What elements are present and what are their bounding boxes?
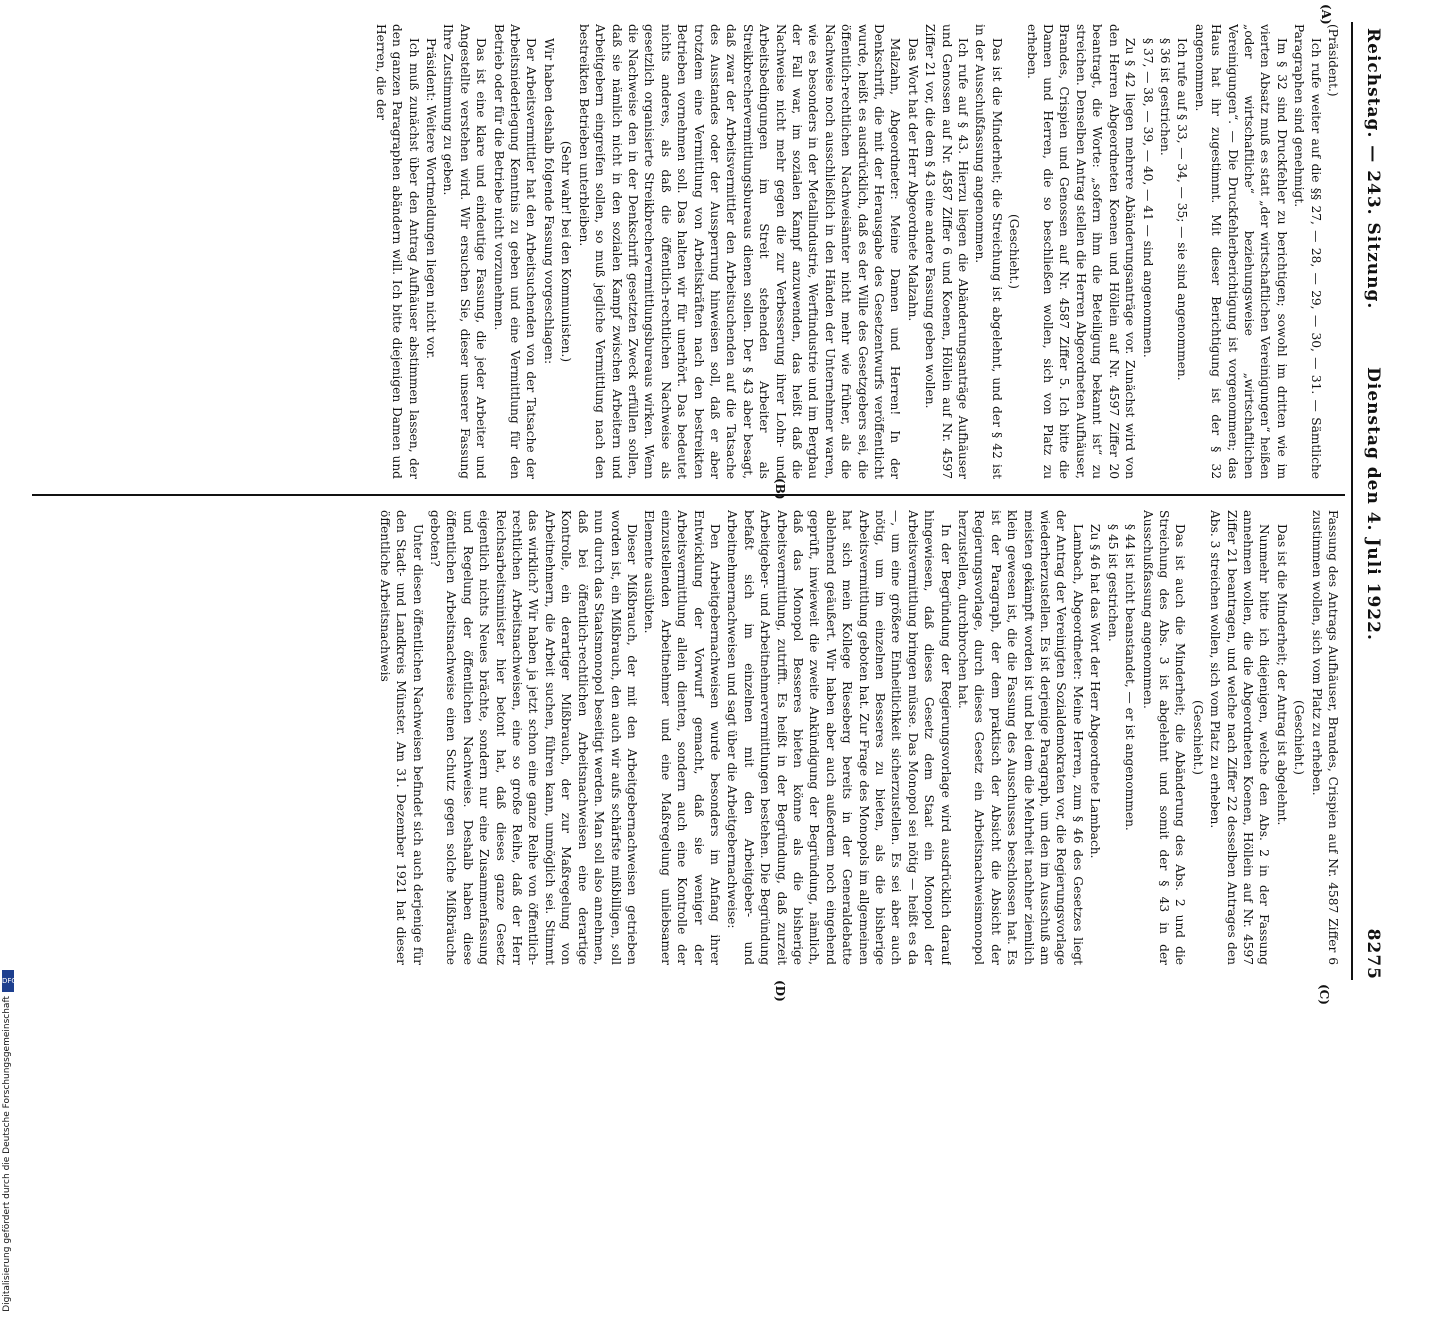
paragraph: Der Arbeitsvermittler hat den Arbeitsuchenden von der Tatsache der Arbeitsniederlegung Kenntnis zu geben und eine Vermittlung für den Betrieb oder für die Betriebe nicht vorzunehmen. <box>491 24 539 479</box>
page-number: 8275 <box>1363 928 1383 980</box>
paragraph: Ich rufe weiter auf die §§ 27, — 28, — 29, — 30, — 31. — Sämtliche Paragraphen sind genehmigt. <box>1292 24 1323 479</box>
margin-mark-d: (D) <box>773 980 787 1002</box>
paragraph: Fassung des Antrags Aufhäuser, Brandes, Crispien auf Nr. 4587 Ziffer 6 zustimmen wollen, sich vom Platz zu erheben. <box>1309 510 1340 965</box>
paragraph: § 44 ist nicht beanstandet, — er ist angenommen. <box>1123 524 1138 831</box>
margin-mark-a: (A) <box>1319 4 1333 25</box>
paragraph: Im § 32 sind Druckfehler zu berichtigen; sowohl im dritten wie im vierten Absatz muß es statt „der wirtschaftlichen Vereinigungen“ heißen „oder wirtschaftliche“ beziehungsweise „wirtschaftlichen Vereinigungen“. — Die Druckfehlerberichtigung ist vorgenommen; das Haus hat ihr zugestimmt. Mit dieser Berichtigung ist der § 32 angenommen. <box>1192 24 1289 479</box>
paragraph: Das ist eine klare und eindeutige Fassung, die jeder Arbeiter und Angestellte verstehen wird. Wir ersuchen Sie, dieser unserer Fassung Ihre Zustimmung zu geben. <box>441 24 489 479</box>
page-header <box>1355 28 1385 980</box>
paragraph: Wir haben deshalb folgende Fassung vorgeschlagen: <box>541 38 556 365</box>
paragraph: (Sehr wahr! bei den Kommunisten.) <box>559 140 574 363</box>
left-text-column <box>28 24 1341 479</box>
header-date: Dienstag den 4. Juli 1922. <box>1363 367 1383 641</box>
paragraph: Ich rufe auf § 43. Hierzu liegen die Abänderungsanträge Aufhäuser und Genossen auf Nr. 4587 Ziffer 6 und Koenen, Höllein auf Nr. 4597 Ziffer 21 vor, die dem § 43 eine andere Fassung geben wollen. <box>923 24 971 479</box>
paragraph: (Geschieht.) <box>1292 699 1307 776</box>
paragraph: Ich muß zunächst über den Antrag Aufhäuser abstimmen lassen, der den ganzen Paragraphen abändern will. Ich bitte diejenigen Damen und Herren, die der <box>373 24 421 479</box>
paragraph: Zu § 42 liegen mehrere Abänderungsanträge vor. Zunächst wird von den Herren Abgeordneten Koenen und Höllein auf Nr. 4597 Ziffer 20 beantragt, die Worte: „sofern ihm die Beteiligung bekannt ist“ zu streichen. Denselben Antrag stellen die Herren Abgeordneten Aufhäuser, Brandes, Crispien und Genossen auf Nr. 4587 Ziffer 5. Ich bitte die Damen und Herren, die so beschließen wollen, sich von Platz zu erheben. <box>1024 24 1138 479</box>
paragraph: § 45 ist gestrichen. <box>1105 524 1120 642</box>
paragraph: Zu § 46 hat das Wort der Herr Abgeordnete Lambach. <box>1088 524 1103 859</box>
sidebar-credit <box>2 996 14 1336</box>
margin-mark-c: (C) <box>1317 984 1331 1005</box>
paragraph: Malzahn, Abgeordneter: Meine Damen und Herren! In der Denkschrift, die mit der Herausgabe des Gesetzentwurfs veröffentlicht wurde, heißt es ausdrücklich, daß es der Wille des Gesetzgebers sei, die öffentlich-rechtlichen Nachweisämter nicht mehr wie früher, als die Nachweise noch ausschließlich in den Händen der Unternehmer waren, wie es besonders in der Metallindustrie, Werftindustrie und im Bergbau der Fall war, im sozialen Kampf anzuwenden, das heißt daß die Nachweise nicht mehr gegen die zur Verbesserung ihrer Lohn- und Arbeitsbedingungen im Streit stehenden Arbeiter als Streikbrechervermittlungsbureaus dienen sollen. Der § 43 aber besagt, daß zwar der Arbeitsvermittler den Arbeitsuchenden auf die Tatsache des Ausstandes oder der Aussperrung hinweisen soll, daß er aber trotzdem eine Vermittlung von Arbeitskräften nach den bestreikten Betrieben vornehmen soll. Das halten wir für unerhört. Das bedeutet nichts anderes, als daß die öffentlich-rechtlichen Nachweise als gesetzlich organisierte Streikbrechervermittlungsbureaus wirken. Wenn die Nachweise den in der Denkschrift gesetzten Zweck erfüllen sollen, daß sie nämlich nicht in den sozialen Kampf zwischen Arbeitern und Arbeitgebern eingreifen sollen, so muß jegliche Vermittlung nach den bestreikten Betrieben unterbleiben. <box>576 24 903 479</box>
column-divider <box>32 494 1345 496</box>
paragraph: Präsident: Weitere Wortmeldungen liegen nicht vor. <box>424 38 439 360</box>
right-text-column <box>28 510 1341 965</box>
document-page <box>8 0 1393 1005</box>
header-left-title: Reichstag. — 243. Sitzung. <box>1363 28 1383 310</box>
paragraph: Den Arbeitgebernachweisen wurde besonders im Anfang ihrer Entwicklung der Vorwurf gemacht, daß sie weniger der Arbeitsvermittlung allein dienten, sondern auch eine Kontrolle der einzustellenden Arbeitnehmer und eine Maßregelung unliebsamer Elemente ausübten. <box>642 510 722 965</box>
paragraph: Das ist die Minderheit; der Antrag ist abgelehnt. <box>1274 524 1289 826</box>
header-rule <box>1351 22 1353 980</box>
paragraph: (Geschieht.) <box>1007 213 1022 290</box>
paragraph: Nunmehr bitte ich diejenigen, welche den Abs. 2 in der Fassung annehmen wollen, die die Abgeordneten Koenen, Höllein auf Nr. 4597 Ziffer 21 beantragen, und welche nach Ziffer 22 desselben Antrages den Abs. 3 streichen wollen, sich vom Platz zu erheben. <box>1208 510 1272 965</box>
paragraph: Lambach, Abgeordneter: Meine Herren, zum § 46 des Gesetzes liegt der Antrag der Vereinigten Sozialdemokraten vor, die Regierungsvorlage wiederherzustellen. Es ist derjenige Paragraph, um den im Ausschuß am meisten gekämpft worden ist und bei dem die Mehrheit nachher ziemlich klein gewesen ist, die die Fassung des Ausschusses beschlossen hat. Es ist der Paragraph, der dem praktisch der Absicht die Absicht der Regierungsvorlage, durch dieses Gesetz ein Arbeitsnachweismonopol herzustellen, durchbrochen hat. <box>956 510 1085 965</box>
paragraph: In der Begründung der Regierungsvorlage wird ausdrücklich darauf hingewiesen, daß dieses Gesetz dem Staat ein Monopol der Arbeitsvermittlung bringen müsse. Das Monopol sei nötig — heißt es da —, um eine größere Einheitlichkeit sicherzustellen. Es sei aber auch nötig, um im einzelnen Besseres zu bieten, als die bisherige Arbeitsvermittlung geboten hat. Zur Frage des Monopols im allgemeinen hat sich mein Kollege Rieseberg bereits in der Generaldebatte ablehnend geäußert. Wir haben aber auch außerdem noch eingehend geprüft, inwieweit die zweite Ankündigung der Begründung, nämlich, daß das Monopol Besseres bieten könne als die bisherige Arbeitsvermittlung, zutrifft. Es heißt in der Begründung, daß zurzeit Arbeitgeber- und Arbeitnehmervermittlungen bestehen. Die Begründung befaßt sich im einzelnen mit den Arbeitgeber- und Arbeitnehmernachweisen und sagt über die Arbeitgebernachweise: <box>725 510 953 965</box>
paragraph: Dieser Mißbrauch, der mit den Arbeitgebernachweisen getrieben worden ist, ein Mißbrauch, den auch wir aufs schärfste mißbilligen, soll nun durch das Staatsmonopol beseitigt werden. Man soll also annehmen, daß bei öffentlich-rechtlichen Arbeitsnachweisen eine derartige Kontrolle, ein derartiger Mißbrauch, der zur Maßregelung von Arbeitnehmern, die Arbeit suchen, führen kann, unmöglich sei. Stimmt das wirklich? Wir haben ja jetzt schon eine ganze Reihe von öffentlich-rechtlichen Arbeitsnachweisen, eine so große Reihe, daß der Herr Reichsarbeitsminister hier betont hat, daß dieses ganze Gesetz eigentlich nichts Neues brächte, sondern nur eine Zusammenfassung und Regelung der öffentlichen Nachweise. Deshalb haben diese öffentlichen Arbeitsnachweise einen Schutz gegen solche Mißbräuche geboten? <box>428 510 639 965</box>
paragraph: (Geschieht.) <box>1190 699 1205 776</box>
dfg-logo: DFG <box>2 970 14 992</box>
digitization-credit: Digitalisierung gefördert durch die Deutsche Forschungsgemeinschaft <box>2 996 12 1312</box>
paragraph: (Präsident.) <box>1326 24 1340 97</box>
paragraph: Das Wort hat der Herr Abgeordnete Malzahn. <box>905 38 920 322</box>
paragraph: Ich rufe auf § 33, — 34, — 35; — sie sind angenommen. <box>1175 38 1190 381</box>
paragraph: Das ist die Minderheit; die Streichung ist abgelehnt, und der § 42 ist in der Ausschußfassung angenommen. <box>973 24 1004 479</box>
paragraph: Das ist auch die Minderheit; die Abänderung des Abs. 2 und die Streichung des Abs. 3 ist abgelehnt und somit der § 43 in der Ausschußfassung angenommen. <box>1140 510 1188 965</box>
margin-mark-b: (B) <box>773 478 787 500</box>
paragraph: § 37, — 38, — 39, — 40, — 41 — sind angenommen. <box>1140 38 1155 358</box>
paragraph: § 36 ist gestrichen. <box>1157 38 1172 156</box>
paragraph: Unter diesen öffentlichen Nachweisen befindet sich auch derjenige für den Stadt- und Landkreis Münster. Am 31. Dezember 1921 hat dieser öffentliche Arbeitsnachweis <box>377 510 425 965</box>
